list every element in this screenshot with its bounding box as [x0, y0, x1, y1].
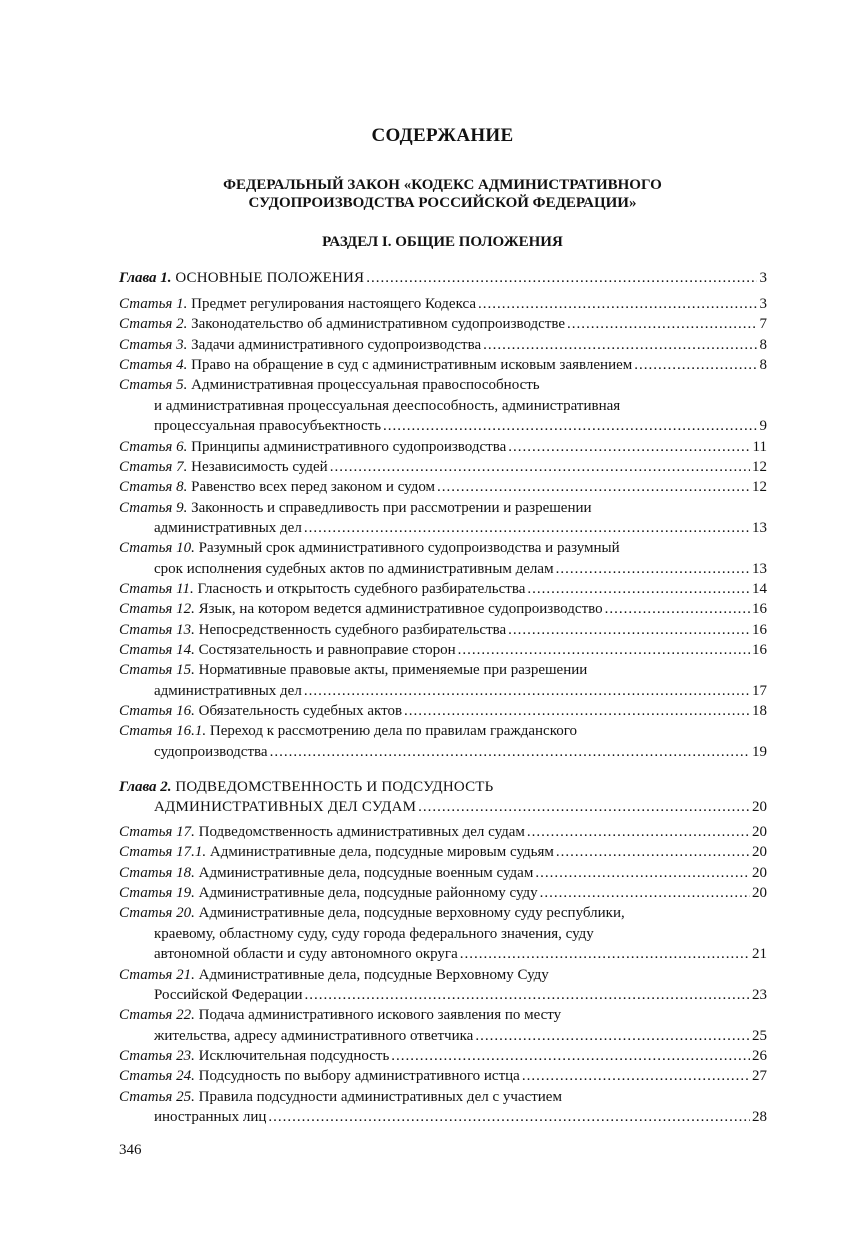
entry-title: Административные дела, подсудные районному суду	[198, 885, 538, 902]
entry-title: Язык, на котором ведется административное судопроизводство	[198, 601, 603, 618]
page-ref: 16	[752, 642, 767, 658]
entry-title: Гласность и открытость судебного разбирательства	[197, 580, 526, 597]
entry-title: АДМИНИСТРАТИВНЫХ ДЕЛ СУДАМ	[154, 799, 417, 816]
entry-text	[119, 944, 458, 964]
entry-text	[119, 477, 435, 497]
article-entry[interactable]	[119, 701, 767, 721]
entry-title: процессуальная правосубъектность	[154, 418, 382, 435]
entry-text	[119, 599, 603, 619]
page-ref: 7	[759, 316, 767, 333]
entry-title: Подача административного искового заявления по месту	[198, 1007, 562, 1024]
article-entry[interactable]	[119, 640, 767, 660]
chapter-label: Глава 2.	[119, 779, 172, 795]
entry-title: Обязательность судебных актов	[198, 703, 403, 719]
page-ref: 19	[752, 743, 767, 760]
entry-text	[119, 842, 554, 862]
article-entry[interactable]	[119, 742, 767, 762]
page-ref: 16	[752, 601, 767, 618]
article-label: Статья 7.	[119, 458, 188, 475]
entry-title: Право на обращение в суд с административным исковым заявлением	[191, 357, 633, 374]
section-title: РАЗДЕЛ I. ОБЩИЕ ПОЛОЖЕНИЯ	[322, 234, 563, 250]
law-title	[0, 176, 845, 212]
dot-leader	[522, 1066, 750, 1086]
article-entry[interactable]	[119, 1046, 767, 1066]
article-entry[interactable]	[119, 620, 767, 640]
article-label: Статья 25.	[119, 1088, 195, 1105]
article-label: Статья 17.	[119, 824, 195, 840]
article-entry[interactable]	[119, 294, 767, 314]
entry-title: Переход к рассмотрению дела по правилам гражданского	[209, 723, 578, 740]
entry-title: Административные дела, подсудные Верховному Суду	[198, 966, 549, 983]
article-entry[interactable]	[119, 599, 767, 619]
page-ref: 28	[752, 1108, 767, 1125]
entry-text	[119, 863, 533, 883]
article-entry[interactable]	[119, 335, 767, 355]
article-label: Статья 16.1.	[119, 723, 207, 740]
entry-title: срок исполнения судебных актов по административным делам	[154, 560, 554, 577]
article-entry[interactable]	[119, 559, 767, 579]
entry-text	[119, 1089, 562, 1105]
entry-text	[119, 926, 594, 942]
article-label: Статья 2.	[119, 316, 188, 333]
law-title-line-1: ФЕДЕРАЛЬНЫЙ ЗАКОН «КОДЕКС АДМИНИСТРАТИВНОГО	[223, 177, 662, 193]
entry-title: Административная процессуальная правоспособность	[191, 377, 540, 394]
entry-text	[119, 355, 632, 375]
entry-title: жительства, адресу административного ответчика	[154, 1027, 474, 1044]
page-ref: 26	[752, 1047, 767, 1064]
article-entry[interactable]	[119, 1107, 767, 1127]
article-entry	[119, 1087, 767, 1107]
page-ref: 3	[759, 270, 767, 286]
entry-title: Российской Федерации	[154, 986, 303, 1003]
entry-text	[119, 314, 565, 334]
dot-leader	[605, 599, 750, 619]
article-label: Статья 14.	[119, 642, 195, 658]
article-entry[interactable]	[119, 518, 767, 538]
article-entry[interactable]	[119, 822, 767, 842]
contents-title: СОДЕРЖАНИЕ	[371, 125, 514, 146]
page-ref: 20	[752, 864, 767, 881]
entry-title: Административные дела, подсудные военным судам	[198, 864, 534, 881]
entry-title: краевому, областному суду, суду города федерального значения, суду	[154, 925, 594, 942]
article-label: Статья 13.	[119, 621, 195, 638]
article-label: Статья 1.	[119, 296, 188, 312]
page-ref: 20	[752, 885, 767, 902]
article-entry	[119, 1005, 767, 1025]
article-label: Статья 3.	[119, 336, 188, 353]
entry-title: и административная процессуальная дееспособность, административная	[154, 397, 621, 414]
entry-text	[119, 742, 268, 762]
article-label: Статья 8.	[119, 479, 188, 496]
page-ref: 20	[752, 799, 767, 816]
article-label: Статья 17.1.	[119, 844, 207, 861]
entry-text	[119, 579, 525, 599]
entry-title: Независимость судей	[191, 458, 328, 475]
page-ref: 11	[752, 438, 767, 455]
entry-title: административных дел	[154, 519, 302, 536]
dot-leader	[478, 294, 757, 314]
dot-leader	[437, 477, 750, 497]
article-entry	[119, 924, 767, 944]
page-ref: 16	[752, 621, 767, 638]
entry-text	[119, 723, 577, 739]
entry-text	[119, 416, 381, 436]
article-entry[interactable]	[119, 355, 767, 375]
article-label: Статья 23.	[119, 1047, 195, 1064]
page-ref: 12	[752, 458, 767, 475]
entry-title: судопроизводства	[154, 743, 268, 760]
article-label: Статья 21.	[119, 966, 195, 983]
article-label: Статья 18.	[119, 864, 195, 881]
entry-text	[119, 540, 620, 556]
article-entry[interactable]	[119, 842, 767, 862]
entry-text	[119, 967, 549, 983]
page-number: 346	[119, 1142, 142, 1158]
entry-text	[119, 620, 506, 640]
entry-text	[119, 1046, 389, 1066]
article-label: Статья 24.	[119, 1068, 195, 1085]
entry-title: Подсудность по выбору административного истца	[198, 1068, 520, 1085]
article-label: Статья 15.	[119, 662, 195, 679]
entry-title: Принципы административного судопроизводства	[191, 438, 507, 455]
page-ref: 20	[752, 844, 767, 861]
article-label: Статья 19.	[119, 885, 195, 902]
entry-title: Разумный срок административного судопроизводства и разумный	[198, 540, 620, 557]
dot-leader	[330, 457, 750, 477]
entry-text	[119, 500, 592, 516]
entry-text	[119, 662, 587, 678]
article-entry[interactable]	[119, 437, 767, 457]
entry-text	[119, 797, 416, 817]
dot-leader	[508, 437, 750, 457]
dot-leader	[383, 416, 757, 436]
article-entry[interactable]	[119, 477, 767, 497]
article-label: Статья 6.	[119, 438, 188, 455]
page-ref: 27	[752, 1068, 767, 1085]
article-label: Статья 20.	[119, 905, 195, 922]
article-label: Статья 9.	[119, 499, 188, 516]
entry-text	[119, 1066, 520, 1086]
chapter-entry[interactable]	[119, 797, 767, 817]
page-ref: 21	[752, 946, 767, 963]
dot-leader	[270, 742, 750, 762]
dot-leader	[366, 268, 757, 288]
dot-leader	[475, 1026, 750, 1046]
entry-text	[119, 779, 493, 795]
article-entry	[119, 396, 767, 416]
entry-title: автономной области и суду автономного округа	[154, 946, 458, 963]
dot-leader	[304, 681, 750, 701]
page-ref: 14	[752, 580, 767, 597]
article-label: Статья 10.	[119, 540, 195, 557]
dot-leader	[508, 620, 750, 640]
entry-title: Предмет регулирования настоящего Кодекса	[191, 296, 476, 312]
dot-leader	[527, 822, 750, 842]
article-entry	[119, 538, 767, 558]
entry-text	[119, 335, 481, 355]
entry-title: ОСНОВНЫЕ ПОЛОЖЕНИЯ	[175, 270, 365, 286]
article-entry	[119, 660, 767, 680]
article-entry[interactable]	[119, 579, 767, 599]
article-label: Статья 22.	[119, 1007, 195, 1024]
article-label: Статья 4.	[119, 357, 188, 374]
entry-text	[119, 1107, 266, 1127]
entry-title: Административные дела, подсудные верховному суду республики,	[198, 905, 625, 922]
entry-text	[119, 883, 538, 903]
dot-leader	[540, 883, 750, 903]
entry-title: Законность и справедливость при рассмотрении и разрешении	[191, 499, 592, 516]
page-ref: 18	[752, 703, 767, 719]
article-label: Статья 12.	[119, 601, 195, 618]
dot-leader	[404, 701, 750, 721]
entry-text	[119, 640, 456, 660]
article-label: Статья 11.	[119, 580, 194, 597]
entry-text	[119, 985, 303, 1005]
article-entry[interactable]	[119, 863, 767, 883]
law-title-line-2: СУДОПРОИЗВОДСТВА РОССИЙСКОЙ ФЕДЕРАЦИИ»	[248, 195, 637, 211]
entry-title: Подведомственность административных дел судам	[198, 824, 525, 840]
entry-title: Нормативные правовые акты, применяемые при разрешении	[198, 662, 588, 679]
dot-leader	[458, 640, 750, 660]
entry-title: административных дел	[154, 682, 302, 699]
chapter-entry	[119, 777, 767, 797]
entry-text	[119, 1007, 561, 1023]
entry-text	[119, 294, 476, 314]
page-ref: 20	[752, 824, 767, 840]
dot-leader	[567, 314, 757, 334]
article-entry	[119, 903, 767, 923]
page-ref: 13	[752, 560, 767, 577]
dot-leader	[634, 355, 757, 375]
dot-leader	[304, 518, 750, 538]
dot-leader	[391, 1046, 750, 1066]
article-entry[interactable]	[119, 1026, 767, 1046]
article-entry[interactable]	[119, 457, 767, 477]
dot-leader	[535, 863, 750, 883]
article-label: Статья 5.	[119, 377, 188, 394]
entry-title: Законодательство об административном судопроизводстве	[191, 316, 566, 333]
entry-text	[119, 701, 402, 721]
page-ref: 8	[759, 357, 767, 374]
article-entry[interactable]	[119, 416, 767, 436]
page-ref: 17	[752, 682, 767, 699]
entry-text	[119, 559, 554, 579]
article-entry[interactable]	[119, 1066, 767, 1086]
chapter-entry[interactable]	[119, 268, 767, 288]
article-label: Статья 16.	[119, 703, 195, 719]
article-entry	[119, 965, 767, 985]
entry-title: Правила подсудности административных дел с участием	[198, 1088, 562, 1105]
dot-leader	[556, 559, 750, 579]
chapter-label: Глава 1.	[119, 270, 172, 286]
article-entry	[119, 721, 767, 741]
article-entry[interactable]	[119, 681, 767, 701]
dot-leader	[527, 579, 750, 599]
entry-text	[119, 681, 302, 701]
page-ref: 13	[752, 519, 767, 536]
entry-title: Непосредственность судебного разбирательства	[198, 621, 507, 638]
entry-title: Состязательность и равноправие сторон	[198, 642, 456, 658]
article-entry[interactable]	[119, 883, 767, 903]
page-ref: 12	[752, 479, 767, 496]
entry-title: Задачи административного судопроизводства	[191, 336, 482, 353]
entry-title: Исключительная подсудность	[198, 1047, 390, 1064]
entry-text	[119, 398, 620, 414]
article-entry	[119, 498, 767, 518]
entry-text	[119, 822, 525, 842]
page-ref: 25	[752, 1027, 767, 1044]
dot-leader	[460, 944, 750, 964]
dot-leader	[305, 985, 750, 1005]
entry-text	[119, 1026, 473, 1046]
article-entry[interactable]	[119, 314, 767, 334]
article-entry[interactable]	[119, 944, 767, 964]
dot-leader	[483, 335, 757, 355]
article-entry	[119, 375, 767, 395]
page-ref: 3	[759, 296, 767, 312]
entry-text	[119, 437, 506, 457]
entry-text	[119, 377, 540, 393]
dot-leader	[418, 797, 750, 817]
article-entry[interactable]	[119, 985, 767, 1005]
entry-text	[119, 457, 328, 477]
page-ref: 23	[752, 986, 767, 1003]
entry-title: иностранных лиц	[154, 1108, 267, 1125]
dot-leader	[268, 1107, 750, 1127]
dot-leader	[556, 842, 750, 862]
entry-text	[119, 905, 625, 921]
entry-text	[119, 518, 302, 538]
page-ref: 8	[759, 336, 767, 353]
page-ref: 9	[759, 418, 767, 435]
entry-text	[119, 268, 364, 288]
entry-title: Равенство всех перед законом и судом	[191, 479, 436, 496]
entry-title: Административные дела, подсудные мировым судьям	[209, 844, 554, 861]
entry-title: ПОДВЕДОМСТВЕННОСТЬ И ПОДСУДНОСТЬ	[175, 779, 494, 795]
